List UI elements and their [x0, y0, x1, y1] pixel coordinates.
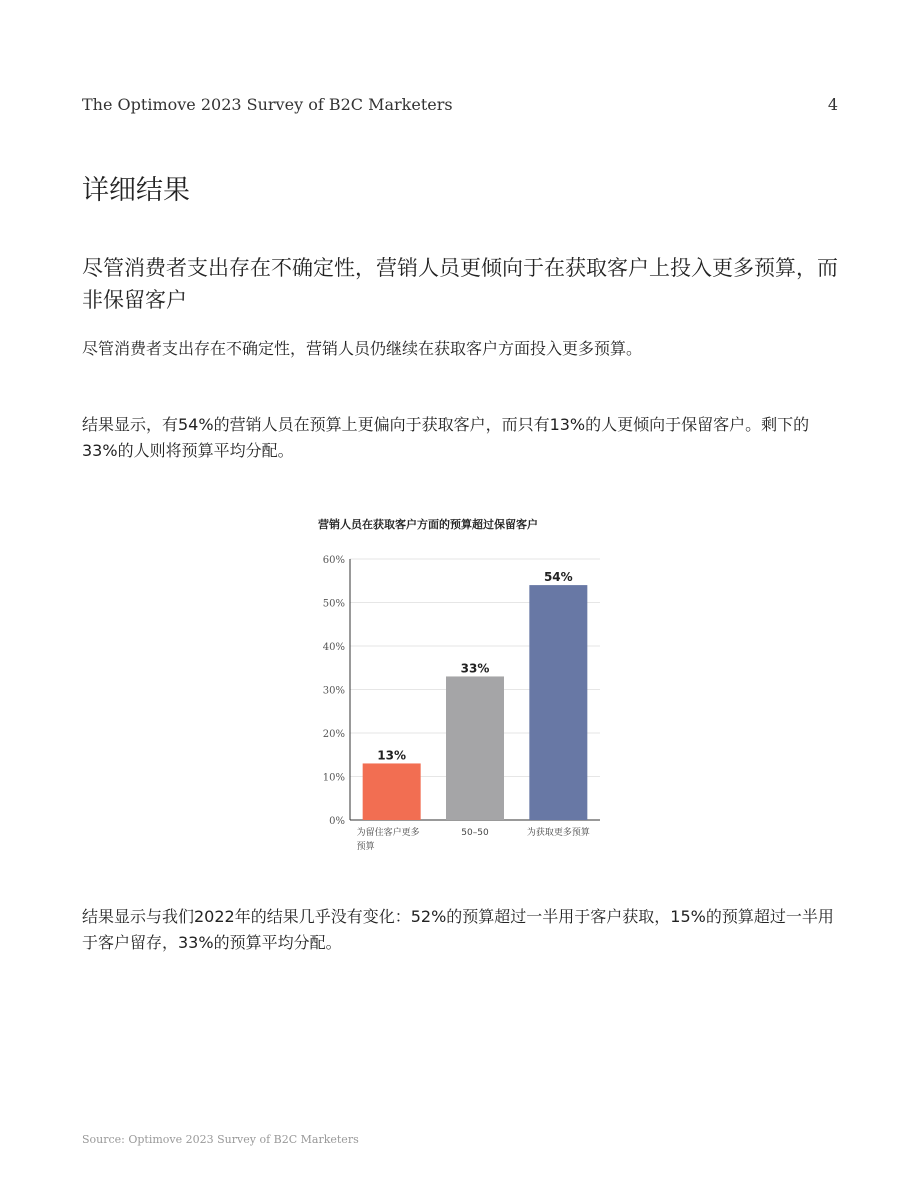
section-title: 详细结果 — [82, 175, 190, 206]
paragraph-comparison: 结果显示与我们2022年的结果几乎没有变化：52%的预算超过一半用于客户获取，15%的预算超过一半用于客户留存，33%的预算平均分配。 — [82, 907, 834, 952]
headline: 尽管消费者支出存在不确定性，营销人员更倾向于在获取客户上投入更多预算，而非保留客户 — [82, 256, 838, 312]
bar — [529, 585, 587, 820]
source-note: Source: Optimove 2023 Survey of B2C Marketers — [82, 1133, 359, 1146]
page-number: 4 — [827, 95, 838, 114]
x-category-label: 50–50 — [461, 828, 489, 838]
x-category-label: 预算 — [356, 842, 375, 852]
y-tick-label: 40% — [322, 642, 345, 653]
x-category-label: 为获取更多预算 — [526, 828, 590, 838]
header-title: The Optimove 2023 Survey of B2C Marketers — [82, 95, 453, 114]
bar-chart-svg — [280, 510, 620, 860]
y-tick-label: 20% — [322, 729, 345, 740]
bar-value-label: 13% — [377, 748, 407, 763]
y-tick-label: 10% — [322, 772, 345, 784]
y-tick-label: 0% — [329, 816, 345, 827]
y-tick-label: 30% — [322, 685, 345, 697]
y-tick-label: 50% — [322, 598, 345, 610]
bar — [446, 676, 504, 820]
bar-value-label: 33% — [460, 661, 490, 676]
y-tick-label: 60% — [322, 555, 345, 566]
paragraph-results: 结果显示，有54%的营销人员在预算上更偏向于获取客户，而只有13%的人更倾向于保留客户。剩下的33%的人则将预算平均分配。 — [82, 415, 810, 460]
x-category-label: 为留住客户更多 — [356, 828, 420, 838]
chart — [280, 510, 620, 860]
chart-title: 营销人员在获取客户方面的预算超过保留客户 — [318, 518, 538, 531]
bar — [363, 763, 421, 820]
paragraph-intro: 尽管消费者支出存在不确定性，营销人员仍继续在获取客户方面投入更多预算。 — [82, 339, 643, 358]
bar-value-label: 54% — [543, 570, 573, 585]
